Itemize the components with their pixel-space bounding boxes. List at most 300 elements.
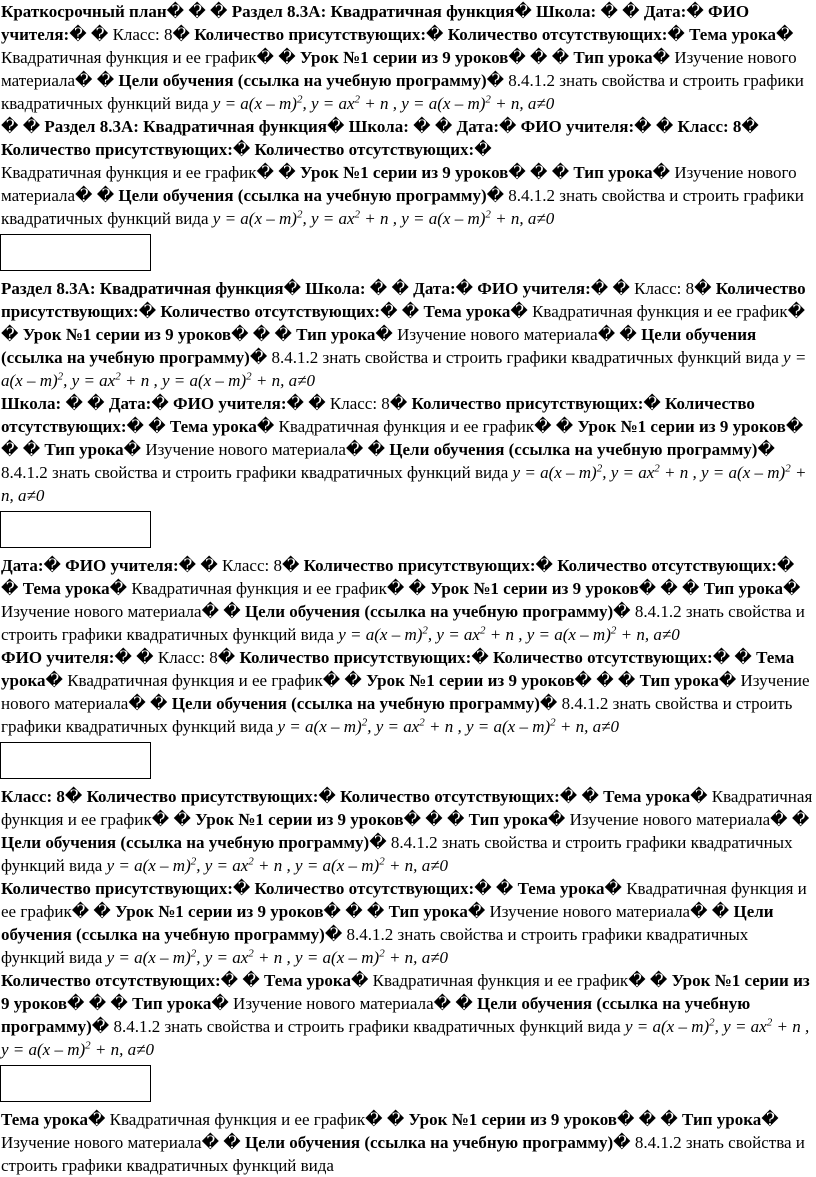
missing-glyph: � [96,71,115,90]
missing-glyph: � [401,302,420,321]
formula-three-tail: + n, [555,717,589,736]
missing-glyph: � [596,671,614,690]
superscript-two: 2 [419,716,425,729]
school-label: Школа: [305,279,366,298]
missing-glyph: � [345,440,364,459]
missing-glyph: � [274,325,292,344]
block-8 [0,877,816,969]
missing-glyph: � [249,348,268,367]
formula-condition: a≠0 [127,1040,154,1059]
superscript-two: 2 [379,855,385,868]
block-6 [0,646,816,738]
missing-glyph: � [217,648,236,667]
formula-three-tail: + n, [384,948,418,967]
superscript-two: 2 [379,947,385,960]
missing-glyph: � [791,810,810,829]
lesson-type-value: Изучение нового материала [489,902,691,921]
missing-glyph: � [787,302,806,321]
missing-glyph: � [126,417,144,436]
class-label: Класс: 8 [157,648,218,667]
missing-glyph: � [350,971,369,990]
missing-glyph: � [408,579,426,598]
lesson-type-label: Тип урока [468,810,548,829]
class-label: Класс: 8 [112,25,173,44]
missing-glyph: � [652,48,671,67]
missing-glyph: � [413,117,431,136]
formula-condition: a≠0 [421,948,449,967]
present-label: Количество присутствующих: [411,394,644,413]
formula-two-tail: + n [360,94,389,113]
lesson-topic-value: Квадратичная функция и ее график [372,971,629,990]
missing-glyph: � [613,1133,631,1152]
quadratic-formulas: y = a(x – m)$^2$, $y = ax^2 + n$ , y = a(x – m)$^2$ + n, a≠0 [1,1016,810,1059]
lesson-topic-label: Тема урока [603,787,691,806]
missing-glyph: � [286,394,304,413]
missing-glyph: � [64,787,83,806]
lesson-topic-value: Квадратичная функция и ее график [131,579,387,598]
formula-two-tail: + n [659,463,689,482]
lesson-number: Урок №1 серии из 9 уроков [366,671,575,690]
lesson-topic-label: Тема урока [689,25,777,44]
objectives-label: Цели обучения (ссылка на учебную программу) [118,71,487,90]
formula-condition: a≠0 [288,371,315,390]
formula-three-tail: + n, [90,1040,124,1059]
objectives-label: Цели обучения (ссылка на учебную программу) [118,186,487,205]
fio-label: ФИО [708,2,750,21]
missing-glyph: � [734,648,752,667]
missing-glyph: � [173,810,191,829]
block-9 [0,969,816,1061]
missing-glyph: � [151,810,170,829]
missing-glyph: � [616,1110,635,1129]
absent-label: Количество отсутствующих: [493,648,713,667]
lesson-type-label: Тип урока [682,1110,762,1129]
missing-glyph: � [201,1133,220,1152]
missing-glyph: � [690,787,708,806]
missing-glyph: � [232,879,251,898]
missing-glyph: � [757,440,775,459]
missing-glyph: � [652,163,671,182]
empty-image-box-1 [0,234,151,271]
present-label: Количество присутствующих: [303,556,536,575]
superscript-two: 2 [115,370,121,383]
date-label: Дата: [413,279,456,298]
section-label: Раздел 8.3А: Квадратичная функция [44,117,327,136]
missing-glyph: � [278,163,296,182]
missing-glyph: � [690,902,708,921]
lesson-type-value: Изучение нового материала [1,48,797,90]
missing-glyph: � [128,694,146,713]
superscript-two: 2 [354,208,361,221]
lesson-number: Урок №1 серии из 9 уроков [577,417,786,436]
missing-glyph: � [495,879,514,898]
missing-glyph: � [324,925,343,944]
superscript-two: 2 [248,947,254,960]
formula-condition: a≠0 [527,209,555,228]
missing-glyph: � [223,602,241,621]
formula-one: y = a(x – m) [106,856,191,875]
present-label: Количество присутствующих: [86,787,319,806]
missing-glyph: � [150,694,168,713]
block-4 [0,392,816,507]
missing-glyph: � [761,1110,779,1129]
missing-glyph: � [534,417,552,436]
missing-glyph: � [776,25,794,44]
missing-glyph: � [471,648,489,667]
formula-three-tail: + n, [384,856,418,875]
superscript-two: 2 [479,624,486,637]
missing-glyph: � [75,186,93,205]
missing-glyph: � [322,671,341,690]
missing-glyph: � [686,2,704,21]
quadratic-formulas: y = a(x – m)$^2$, $y = ax^2 + n$ , y = a(x – m)$^2$ + n, a≠0 [1,348,807,390]
teacher-fio-label: ФИО учителя: [520,117,635,136]
missing-glyph: � [660,579,678,598]
class-label: Класс: 8 [329,394,390,413]
missing-glyph: � [22,440,41,459]
formula-two-tail: + n [424,717,454,736]
missing-glyph: � [425,810,443,829]
missing-glyph: � [667,25,685,44]
date-label: Дата: [643,2,687,21]
formula-condition: a≠0 [421,856,449,875]
objectives-value: 8.4.1.2 знать свойства и строить графики квадратичных функций вида [1,71,804,113]
objectives-value: 8.4.1.2 знать свойства и строить графики квадратичных функций вида [1,694,793,736]
date-label: Дата: [108,394,152,413]
missing-glyph: � [65,394,83,413]
missing-glyph: � [486,186,505,205]
teacher-fio-label: ФИО учителя: [173,394,287,413]
formula-one: y = a(x – m) [512,463,597,482]
superscript-two: 2 [190,947,197,960]
lesson-number: Урок №1 серии из 9 уроков [115,902,324,921]
missing-glyph: � [45,671,63,690]
missing-glyph: � [718,671,737,690]
missing-glyph: � [655,117,674,136]
formula-two: y = ax [723,1017,767,1036]
missing-glyph: � [367,440,386,459]
formula-three-tail: + n, [616,625,650,644]
teacher-fio-label: ФИО учителя: [1,648,115,667]
missing-glyph: � [380,302,398,321]
block-7 [0,785,816,877]
missing-glyph: � [88,994,107,1013]
missing-glyph: � [1,325,19,344]
missing-glyph: � [283,279,302,298]
missing-glyph: � [87,1110,106,1129]
missing-glyph: � [87,394,105,413]
missing-glyph: � [318,787,336,806]
lesson-topic-label: Тема урока [264,971,351,990]
lesson-topic-label: Тема урока [517,879,605,898]
formula-two-tail: + n [772,1017,801,1036]
formula-three-tail: + n, [251,371,285,390]
quadratic-formulas: y = a(x – m)$^2$, $y = ax^2 + n$ , y = a(x – m)$^2$ + n, a≠0 [277,716,619,736]
formula-one: y = a(x – m) [277,717,362,736]
objectives-value: 8.4.1.2 знать свойства и строить графики квадратичных функций вида [1,1133,805,1175]
missing-glyph: � [123,440,142,459]
superscript-two: 2 [610,624,617,637]
lesson-topic-value: Квадратичная функция и ее график [278,417,535,436]
missing-glyph: � [389,394,408,413]
class-word: Класс: [677,117,729,136]
objectives-value: 8.4.1.2 знать свойства и строить графики квадратичных функций вида [1,925,749,967]
quadratic-formulas: y = a(x – m)$^2$, $y = ax^2 + n$ , y = a(x – m)$^2$ + n, a≠0 [338,624,680,644]
objectives-value: 8.4.1.2 знать свойства и строить графики квадратичных функций вида [1,833,793,875]
missing-glyph: � [508,163,526,182]
missing-glyph: � [1,117,19,136]
formula-two: y = ax [436,625,480,644]
missing-glyph: � [467,902,486,921]
section-label: Раздел 8.3А: Квадратичная функция [231,2,515,21]
formula-three: y = a(x – m) [401,94,486,113]
missing-glyph: � [613,602,631,621]
missing-glyph: � [231,325,249,344]
lesson-number: Урок №1 серии из 9 уроков [1,971,810,1013]
superscript-two: 2 [550,716,556,729]
missing-glyph: � [1,440,19,459]
missing-glyph: � [600,2,618,21]
missing-glyph: � [530,48,548,67]
present-label: Количество присутствующих: [194,25,427,44]
formula-condition: a≠0 [18,486,45,505]
formula-three-tail: + n, [490,94,524,113]
missing-glyph: � [281,556,300,575]
lesson-topic-value: Квадратичная функция и ее график [109,1110,366,1129]
missing-glyph: � [643,394,661,413]
missing-glyph: � [638,579,657,598]
missing-glyph: � [446,810,465,829]
lesson-type-value: Изучение нового материала [569,810,771,829]
objectives-label: Цели обучения (ссылка на учебную программу) [171,694,540,713]
lesson-type-label: Тип урока [132,994,212,1013]
missing-glyph: � [91,1017,110,1036]
missing-glyph: � [535,556,553,575]
missing-glyph: � [43,556,61,575]
missing-glyph: � [638,1110,657,1129]
missing-glyph: � [172,25,190,44]
formula-one: y = a(x – m) [212,94,297,113]
missing-glyph: � [660,1110,678,1129]
lesson-topic-label: Тема урока [423,302,511,321]
lesson-type-label: Тип урока [639,671,719,690]
date-label: Дата: [1,556,44,575]
missing-glyph: � [555,417,574,436]
lesson-type-value: Изучение нового материала [1,602,202,621]
missing-glyph: � [323,902,341,921]
missing-glyph: � [694,279,712,298]
missing-glyph: � [386,1110,405,1129]
superscript-two: 2 [766,1016,773,1029]
missing-glyph: � [403,810,422,829]
lesson-type-label: Тип урока [573,163,653,182]
lesson-number: Урок №1 серии из 9 уроков [195,810,404,829]
superscript-two: 2 [354,93,361,106]
missing-glyph: � [110,994,128,1013]
school-label: Школа: [1,394,62,413]
objectives-label: Цели обучения (ссылка на учебную программу) [1,994,751,1036]
section-label: Раздел 8.3А: Квадратичная функция [1,279,284,298]
lesson-topic-value: Квадратичная функция и ее график [1,48,257,67]
missing-glyph: � [67,994,85,1013]
missing-glyph: � [604,879,622,898]
missing-glyph: � [539,694,558,713]
missing-glyph: � [188,2,206,21]
missing-glyph: � [785,417,804,436]
present-label: Количество присутствующих: [1,140,233,159]
formula-two-tail: + n [485,625,514,644]
missing-glyph: � [308,394,326,413]
absent-label: Количество отсутствующих: [1,971,221,990]
missing-glyph: � [178,556,197,575]
missing-glyph: � [712,648,731,667]
lesson-type-label: Тип урока [703,579,783,598]
lesson-topic-value: Квадратичная функция и ее график [1,879,807,921]
block-10 [0,1108,816,1177]
empty-image-box-2 [0,511,151,548]
missing-glyph: � [369,833,387,852]
objectives-label: Цели обучения (ссылка на учебную программу) [244,602,614,621]
superscript-two: 2 [709,1016,715,1029]
class-label: Класс: 8 [634,279,695,298]
objectives-label: Цели обучения (ссылка на учебную программу) [1,833,370,852]
lesson-topic-fragment: Квадратичная функция и ее график [1,163,257,182]
missing-glyph: � [114,648,132,667]
missing-glyph: � [619,325,637,344]
superscript-two: 2 [296,208,303,221]
missing-glyph: � [590,279,609,298]
missing-glyph: � [597,325,616,344]
formula-three: y = a(x – m) [465,717,551,736]
block-5 [0,554,816,646]
missing-glyph: � [256,417,275,436]
quadratic-formulas: y = a(x – m)$^2$, $y = ax^2 + n$ , y = a(x – m)$^2$ + n, a≠0 [1,462,807,505]
absent-label: Количество отсутствующих: [447,25,668,44]
lesson-topic-label: Тема урока [22,579,110,598]
objectives-value: 8.4.1.2 знать свойства и строить графики квадратичных функций вида [113,1017,621,1036]
superscript-two: 2 [361,716,368,729]
lesson-topic-label: Тема урока [1,1110,88,1129]
superscript-two: 2 [785,462,791,475]
school-label: Школа: [348,117,409,136]
lesson-type-value: Изучение нового материала [1,163,797,205]
lesson-number: Урок №1 серии из 9 уроков [408,1110,617,1129]
present-label: Количество присутствующих: [239,648,472,667]
formula-two: y = ax [610,463,655,482]
lesson-type-value: Изучение нового материала [397,325,598,344]
superscript-two: 2 [485,93,491,106]
absent-label: Количество отсутствующих: [254,879,475,898]
missing-glyph: � [741,117,759,136]
superscript-two: 2 [485,208,491,221]
quadratic-formulas: y = a(x – m)$^2$, $y = ax^2 + n$ , y = a(x – m)$^2$ + n, a≠0 [106,855,449,875]
block-2 [0,115,816,230]
plan-title: Краткосрочный план [1,2,167,21]
superscript-two: 2 [85,1039,91,1052]
formula-one: y = a(x – m) [338,625,423,644]
lesson-topic-value: Квадратичная функция и ее график [1,787,813,829]
missing-glyph: � [628,971,646,990]
class-label: Класс: 8 [222,556,282,575]
missing-glyph: � [223,1133,241,1152]
missing-glyph: � [344,671,362,690]
formula-two: y = ax [310,94,355,113]
missing-glyph: � [345,902,363,921]
absent-label: Количество отсутствующих: [557,556,777,575]
formula-three-tail: + n, [1,463,807,505]
lesson-number: Урок №1 серии из 9 уроков [430,579,639,598]
block-1 [0,0,816,115]
superscript-two: 2 [654,462,660,475]
formula-one: y = a(x – m) [624,1017,710,1036]
missing-glyph: � [649,971,668,990]
superscript-two: 2 [190,855,197,868]
missing-glyph: � [547,810,566,829]
empty-image-box-3 [0,742,151,779]
lesson-type-label: Тип урока [573,48,653,67]
missing-glyph: � [96,186,115,205]
missing-glyph: � [622,2,640,21]
teacher-fio-label: ФИО учителя: [65,556,179,575]
formula-condition: a≠0 [653,625,680,644]
superscript-two: 2 [422,624,428,637]
missing-glyph: � [770,810,788,829]
lesson-type-label: Тип урока [388,902,468,921]
missing-glyph: � [201,602,220,621]
missing-glyph: � [211,994,229,1013]
objectives-label: Цели обучения (ссылка на учебную программу) [1,325,757,367]
missing-glyph: � [256,48,274,67]
lesson-type-label: Тип урока [44,440,124,459]
objectives-value: 8.4.1.2 знать свойства и строить графики квадратичных функций вида [1,463,509,482]
absent-label: Количество отсутствующих: [1,394,755,436]
formula-two: y = ax [310,209,355,228]
objectives-label: Цели обучения (ссылка на учебную программу) [244,1133,614,1152]
missing-glyph: � [474,879,492,898]
date-label: Дата: [456,117,499,136]
missing-glyph: � [634,117,652,136]
missing-glyph: � [22,117,41,136]
objectives-label: Цели обучения (ссылка на учебную программу) [389,440,758,459]
missing-glyph: � [326,117,345,136]
lesson-type-label: Тип урока [296,325,376,344]
missing-glyph: � [375,325,393,344]
formula-three: y = a(x – m) [701,463,786,482]
missing-glyph: � [93,902,111,921]
missing-glyph: � [574,671,592,690]
present-label: Количество присутствующих: [1,279,806,321]
missing-glyph: � [434,117,453,136]
teacher-fio-label: ФИО учителя: [477,279,591,298]
missing-glyph: � [369,279,388,298]
missing-glyph: � [220,971,239,990]
formula-three-tail: + n, [490,209,524,228]
formula-three: y = a(x – m) [526,625,611,644]
missing-glyph: � [776,556,795,575]
formula-condition: a≠0 [592,717,619,736]
lesson-topic-label: Тема урока [1,648,795,690]
superscript-two: 2 [246,370,252,383]
missing-glyph: � [617,671,636,690]
class-number: 8 [56,787,65,806]
formula-two: y = ax [71,371,116,390]
quadratic-formulas: y = a(x – m)$^2$, $y = ax^2 + n$ , y = a(x – m)$^2$ + n, a≠0 [212,208,555,228]
lesson-type-value: Изучение нового материала [145,440,346,459]
missing-glyph: � [232,140,251,159]
missing-glyph: � [581,787,599,806]
missing-glyph: � [200,556,218,575]
formula-three: y = a(x – m) [1,1040,86,1059]
